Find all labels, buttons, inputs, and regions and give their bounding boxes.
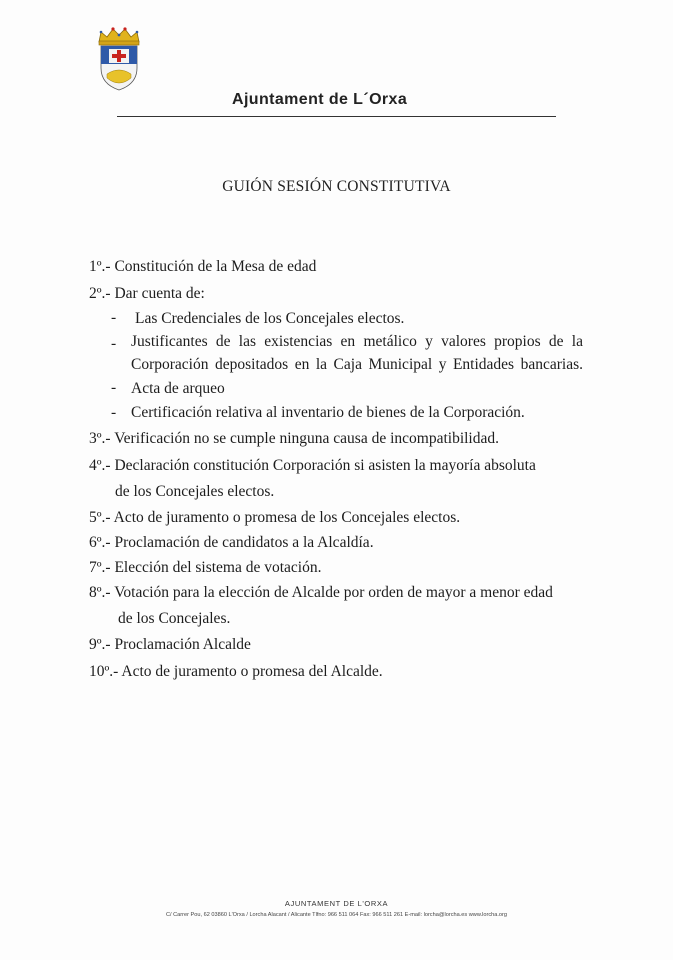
item-number: 3º.- [89, 430, 111, 447]
footer-org-name: AJUNTAMENT DE L'ORXA [284, 899, 389, 908]
item-number: 9º.- [89, 636, 111, 653]
item-number: 1º.- [89, 258, 111, 275]
agenda-item [89, 254, 316, 280]
item-number: 2º.- [89, 285, 111, 302]
sub-item-text: Certificación relativa al inventario de bienes de la Corporación. [131, 404, 525, 421]
sub-item-line: Corporación depositados en la Caja Municipal y Entidades bancarias. [131, 356, 583, 373]
item-continuation: de los Concejales electos. [115, 483, 275, 500]
sub-item-dash: - [111, 309, 117, 326]
item-text: Verificación no se cumple ninguna causa de incompatibilidad. [114, 430, 499, 447]
item-text: Elección del sistema de votación. [114, 559, 322, 576]
item-number: 7º.- [89, 559, 111, 576]
sub-item-text: Las Credenciales de los Concejales electos. [135, 310, 405, 327]
municipality-title: Ajuntament de L´Orxa [232, 91, 408, 108]
item-number: 10º.- [89, 663, 119, 680]
item-text: Acto de juramento o promesa de los Concejales electos. [113, 509, 461, 526]
agenda-item [89, 505, 460, 531]
agenda-item [89, 453, 536, 479]
sub-item-text: Acta de arqueo [131, 380, 225, 397]
agenda-item [89, 632, 251, 658]
item-text: Constitución de la Mesa de edad [114, 258, 317, 275]
sub-item-dash: - [111, 379, 117, 396]
agenda-item [89, 530, 374, 556]
agenda-item [89, 555, 322, 581]
agenda-item [89, 426, 499, 452]
agenda-item [89, 281, 205, 307]
agenda-item [89, 659, 383, 685]
item-number: 5º.- [89, 509, 111, 526]
sub-item-dash: - [111, 404, 117, 421]
sub-item-line: Justificantes de las existencias en metálico y valores propios de la [131, 333, 583, 350]
sub-item-text [131, 330, 583, 376]
sub-item-dash: - [111, 335, 117, 352]
agenda-item [89, 580, 553, 606]
item-continuation: de los Concejales. [118, 610, 231, 627]
item-text: Declaración constitución Corporación si asisten la mayoría absoluta [114, 457, 536, 474]
item-number: 8º.- [89, 584, 111, 601]
item-number: 4º.- [89, 457, 111, 474]
item-text: Proclamación de candidatos a la Alcaldía. [114, 534, 374, 551]
item-text: Proclamación Alcalde [114, 636, 251, 653]
item-text: Votación para la elección de Alcalde por orden de mayor a menor edad [114, 584, 553, 601]
item-text: Dar cuenta de: [114, 285, 205, 302]
item-number: 6º.- [89, 534, 111, 551]
document-title: GUIÓN SESIÓN CONSTITUTIVA [222, 178, 451, 195]
item-text: Acto de juramento o promesa del Alcalde. [121, 663, 383, 680]
footer-contact-line: C/ Carrer Pou, 62 03860 L'Orxa / Lorcha Alacant / Alicante Tlfno: 966 511 064 Fax: 966 511 261 E-mail: lorcha@lorcha.es www.lorcha.org [165, 912, 507, 918]
